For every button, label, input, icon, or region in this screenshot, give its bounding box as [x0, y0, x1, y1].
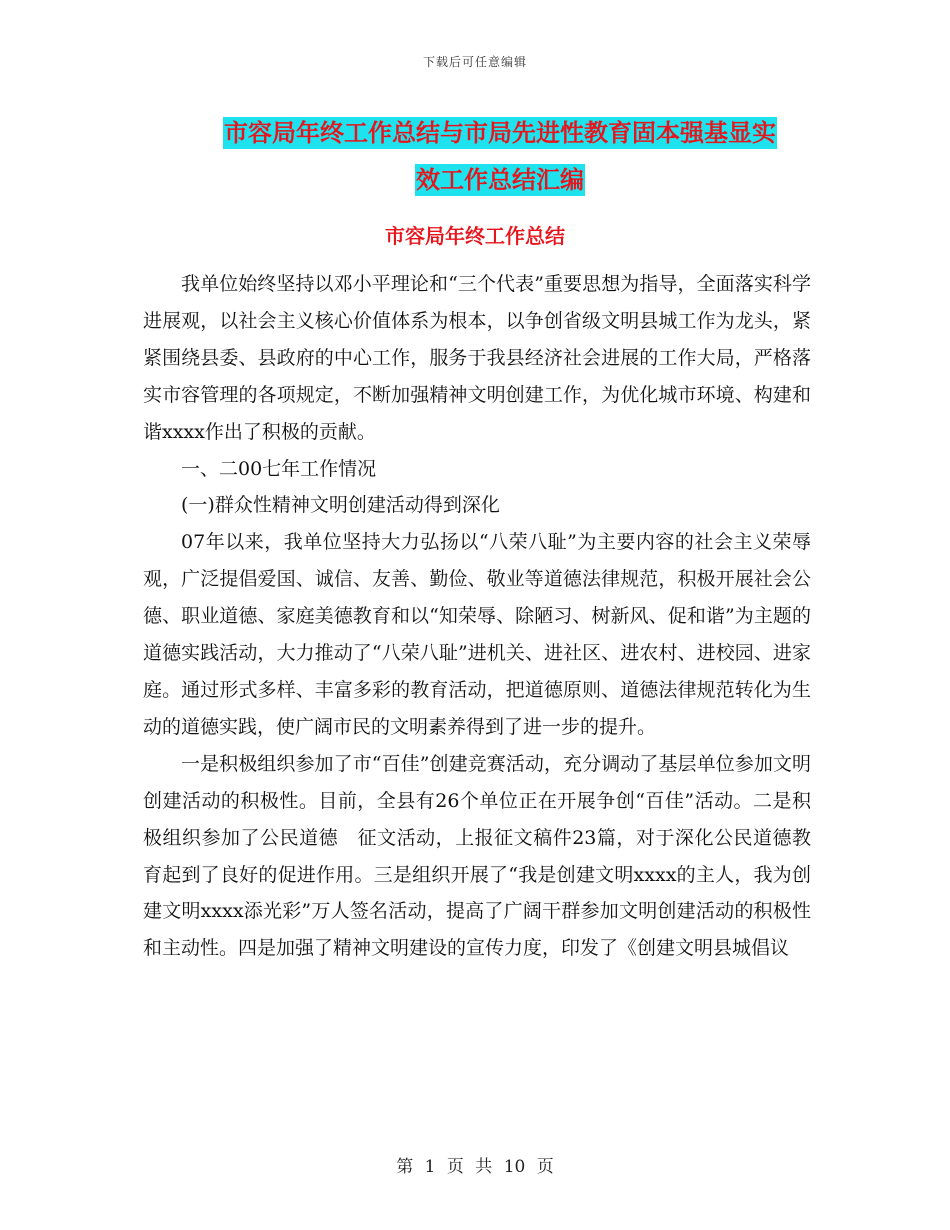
paragraph-intro: 我单位始终坚持以邓小平理论和“三个代表”重要思想为指导，全面落实科学进展观，以社会主义核心价值体系为根本，以争创省级文明县城工作为龙头，紧紧围绕县委、县政府的中心工作，服务于我县经济社会进展的工作大局，严格落实市容管理的各项规定，不断加强精神文明创建工作，为优化城市环境、构建和谐xxxx作出了积极的贡献。	[143, 273, 811, 443]
paragraph: 一是积极组织参加了市“百佳”创建竞赛活动，充分调动了基层单位参加文明创建活动的积极性。目前，全县有26个单位正在开展争创“百佳”活动。二是积极组织参加了公民道德 征文活动，上报征文稿件23篇，对于深化公民道德教育起到了良好的促进作用。三是组织开展了“我是创建文明xxxx的主人，我为创建文明xxxx添光彩”万人签名活动，提高了广阔干群参加文明创建活动的积极性和主动性。四是加强了精神文明建设的宣传力度，印发了《创建文明县城倡议	[143, 752, 811, 960]
heading-level-2: (一)群众性精神文明创建活动得到深化	[181, 494, 500, 517]
heading-level-1: 一、二00七年工作情况	[181, 457, 377, 480]
document-title-line-1: 市容局年终工作总结与市局先进性教育固本强基显实	[224, 119, 776, 147]
paragraph: 07年以来，我单位坚持大力弘扬以“八荣八耻”为主要内容的社会主义荣辱观，广泛提倡爱国、诚信、友善、勤俭、敬业等道德法律规范，积极开展社会公德、职业道德、家庭美德教育和以“知荣辱、除陋习、树新风、促和谐”为主题的道德实践活动，大力推动了“八荣八耻”进机关、进社区、进农村、进校园、进家庭。通过形式多样、丰富多彩的教育活动，把道德原则、道德法律规范转化为生动的道德实践，使广阔市民的文明素养得到了进一步的提升。	[143, 531, 811, 738]
page-footer: 第 1 页 共 10 页	[396, 1157, 554, 1177]
section-title: 市容局年终工作总结	[385, 224, 565, 248]
document-title-line-2: 效工作总结汇编	[416, 166, 584, 194]
document-title	[190, 110, 810, 204]
header-note: 下载后可任意编辑	[422, 55, 527, 69]
body-text	[143, 266, 811, 967]
